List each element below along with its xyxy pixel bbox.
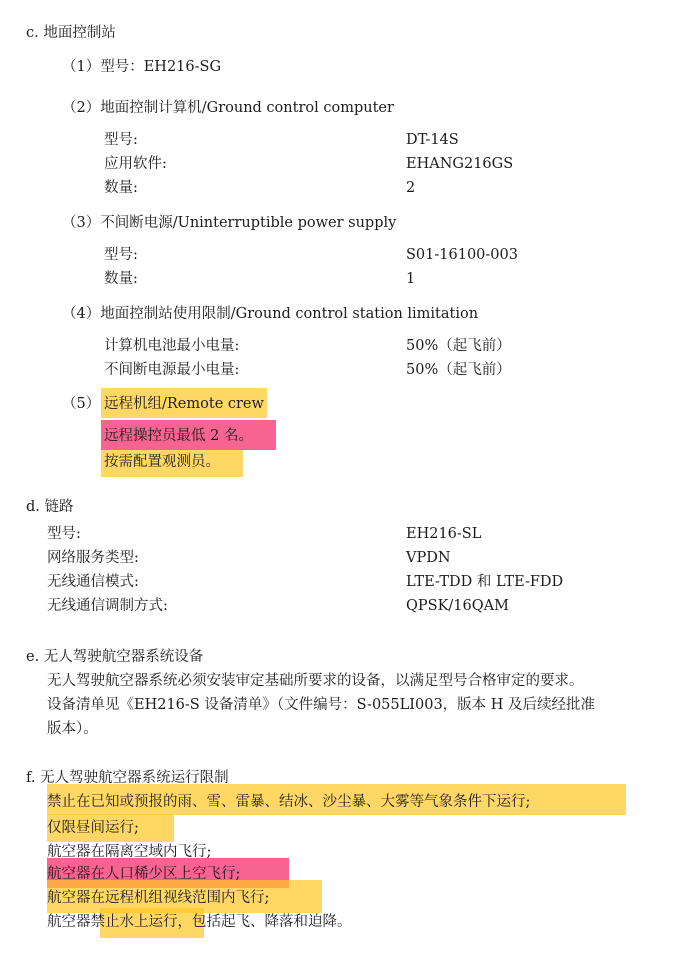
link-key: 无线通信模式:	[47, 574, 139, 590]
item4-key: 不间断电源最小电量:	[104, 362, 240, 378]
limitation-line: 航空器禁止水上运行，包括起飞、降落和迫降。	[47, 914, 352, 930]
item4-label: （4）地面控制站使用限制/Ground control station limitation	[62, 306, 479, 322]
limitation-line: 航空器在远程机组视线范围内飞行;	[47, 890, 270, 906]
item2-label: （2）地面控制计算机/Ground control computer	[62, 100, 394, 116]
item2-key: 数量:	[104, 180, 138, 196]
limitation-line: 禁止在已知或预报的雨、雪、雷暴、结冰、沙尘暴、大雾等气象条件下运行;	[47, 794, 531, 810]
link-key: 型号:	[47, 526, 81, 542]
item2-key: 应用软件:	[104, 156, 167, 172]
item2-value: 2	[406, 180, 416, 196]
item3-label: （3）不间断电源/Uninterruptible power supply	[62, 215, 397, 231]
link-value: QPSK/16QAM	[406, 598, 509, 614]
item3-key: 数量:	[104, 271, 138, 287]
item3-key: 型号:	[104, 247, 138, 263]
item4-value: 50%（起飞前）	[406, 338, 511, 354]
item2-value: DT-14S	[406, 132, 459, 148]
item3-value: S01-16100-003	[406, 247, 518, 263]
item2-key: 型号:	[104, 132, 138, 148]
section-c-heading: c. 地面控制站	[26, 25, 116, 41]
link-key: 无线通信调制方式:	[47, 598, 168, 614]
paragraph-line: 版本）。	[47, 721, 98, 737]
section-f-heading: f. 无人驾驶航空器系统运行限制	[26, 770, 229, 786]
item5-label: 远程机组/Remote crew	[104, 396, 264, 412]
item4-value: 50%（起飞前）	[406, 362, 511, 378]
item5-line: 远程操控员最低 2 名。	[104, 428, 253, 444]
link-value: EH216-SL	[406, 526, 482, 542]
paragraph-line: 设备清单见《EH216-S 设备清单》（文件编号：S-055LI003，版本 H 及后续经批准	[47, 697, 596, 713]
section-d-heading: d. 链路	[26, 499, 74, 515]
item1-label: （1）型号：EH216-SG	[62, 59, 222, 75]
limitation-line: 仅限昼间运行;	[47, 820, 139, 836]
limitation-line: 航空器在隔离空域内飞行;	[47, 844, 212, 860]
item5-line: 按需配置观测员。	[104, 454, 220, 470]
item2-value: EHANG216GS	[406, 156, 514, 172]
link-value: VPDN	[406, 550, 451, 566]
item4-key: 计算机电池最小电量:	[104, 338, 240, 354]
link-value: LTE-TDD 和 LTE-FDD	[406, 574, 564, 590]
section-e-heading: e. 无人驾驶航空器系统设备	[26, 649, 204, 665]
item5-number: （5）	[62, 396, 101, 412]
item3-value: 1	[406, 271, 416, 287]
paragraph-line: 无人驾驶航空器系统必须安装审定基础所要求的设备，以满足型号合格审定的要求。	[47, 673, 584, 689]
link-key: 网络服务类型:	[47, 550, 139, 566]
limitation-line: 航空器在人口稀少区上空飞行;	[47, 866, 241, 882]
